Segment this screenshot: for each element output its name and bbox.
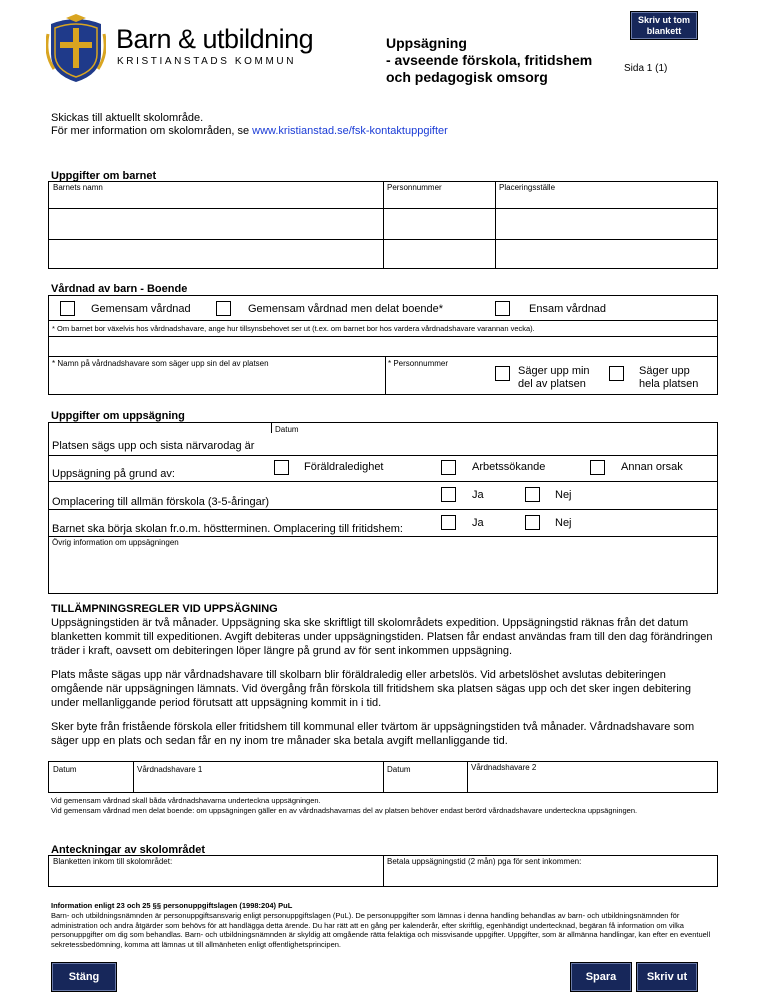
cancel-part-line2: del av platsen xyxy=(518,378,586,390)
notes-table xyxy=(48,855,718,887)
page-number: Sida 1 (1) xyxy=(624,63,668,74)
guardian-pnr-label: * Personnummer xyxy=(388,359,449,368)
termination-date-field[interactable] xyxy=(273,432,715,454)
guardian-name-label: * Namn på vårdnadshavare som säger upp sin del av platsen xyxy=(52,359,269,368)
notes-pay-label: Betala uppsägningstid (2 mån) pga för sent inkommen: xyxy=(387,857,582,866)
rules-text xyxy=(51,616,719,758)
org-subtitle: KRISTIANSTADS KOMMUN xyxy=(117,56,297,67)
rules-paragraph-2: Plats måste sägas upp när vårdnadshavare till skolbarn blir föräldraledig eller arbetslös. Vid arbetslöshet avslutas debiteringen omgående när uppsägningen lämnats. Vid övergång från förskola till fritidshem ska platsen sägas upp och det sker ingen debitering under mellanliggande period förutsatt att uppsägning kommit in i tid. xyxy=(51,669,692,709)
last-day-label: Platsen sägs upp och sista närvarodag är xyxy=(52,440,255,452)
reassign-preschool-yes-label: Ja xyxy=(472,489,484,501)
termination-table xyxy=(48,422,718,594)
print-blank-line1: Skriv ut tom xyxy=(637,15,690,25)
reassign-afterschool-no-checkbox[interactable] xyxy=(525,515,540,530)
notes-received-field[interactable] xyxy=(50,867,382,886)
reason-jobseeker-label: Arbetssökande xyxy=(472,461,546,473)
cancel-whole-line2: hela platsen xyxy=(639,378,699,390)
reassign-preschool-yes-checkbox[interactable] xyxy=(441,487,456,502)
signature-date1-field[interactable] xyxy=(50,775,132,792)
signature-guardian1-label: Vårdnadshavare 1 xyxy=(137,765,203,774)
reassign-preschool-no-label: Nej xyxy=(555,489,572,501)
custody-shared-label: Gemensam vårdnad men delat boende* xyxy=(248,303,444,315)
child-place-field[interactable] xyxy=(496,209,716,238)
child-name-label: Barnets namn xyxy=(53,183,103,192)
intro-line2 xyxy=(51,125,448,137)
child-pnr-field-2[interactable] xyxy=(384,240,494,267)
cancel-part-label xyxy=(518,365,590,391)
reason-parental-label: Föräldraledighet xyxy=(304,461,384,473)
rules-heading: TILLÄMPNINGSREGLER VID UPPSÄGNING xyxy=(51,603,278,615)
custody-joint-label: Gemensam vårdnad xyxy=(91,303,191,315)
save-button[interactable]: Spara xyxy=(570,962,632,992)
print-blank-button[interactable] xyxy=(630,11,698,40)
reason-other-checkbox[interactable] xyxy=(590,460,605,475)
reassign-afterschool-yes-label: Ja xyxy=(472,517,484,529)
print-button[interactable]: Skriv ut xyxy=(636,962,698,992)
other-info-field[interactable] xyxy=(50,549,716,593)
signature-date2-label: Datum xyxy=(387,765,411,774)
reassign-preschool-no-checkbox[interactable] xyxy=(525,487,540,502)
signature-guardian1-field[interactable] xyxy=(134,775,382,792)
custody-sole-label: Ensam vårdnad xyxy=(529,303,607,315)
reassign-preschool-label: Omplacering till allmän förskola (3-5-åringar) xyxy=(52,496,270,508)
gdpr-heading: Information enligt 23 och 25 §§ personuppgiftslagen (1998:204) PuL xyxy=(51,901,293,910)
child-name-field[interactable] xyxy=(50,209,382,238)
form-title-line2: - avseende förskola, fritidshem xyxy=(386,52,593,68)
cancel-whole-checkbox[interactable] xyxy=(609,366,624,381)
print-blank-line2: blankett xyxy=(646,26,682,36)
intro-line1: Skickas till aktuellt skolområde. xyxy=(51,112,204,124)
signature-date1-label: Datum xyxy=(53,765,77,774)
contact-link[interactable]: www.kristianstad.se/fsk-kontaktuppgifter xyxy=(252,125,448,137)
gdpr-text: Barn- och utbildningsnämnden är personuppgiftsansvarig enligt personuppgiftslagen (PuL). De personuppgifter som lämnas i denna handling behandlas av barn- och utbildningsnämnden för administration och andra åtgärder som behövs för att handlägga detta ärende. Du har rätt att en gång per kalenderår, efter skriftlig, egenhändigt undertecknad, begäran få information om vilka personuppgifter om dig som behandlas. Barn- och utbildningsnämnden är skyldig att omgående rätta felaktiga och missvisande uppgifter. Uppgifter, som är allmänna handlingar, kan efter en eventuell sekretessbedömning, komma att lämnas ut till allmänheten enligt offentlighetsprincipen. xyxy=(51,911,711,949)
notes-received-label: Blanketten inkom till skolområdet: xyxy=(53,857,173,866)
custody-table xyxy=(48,295,718,395)
reason-other-label: Annan orsak xyxy=(621,461,683,473)
child-pnr-field[interactable] xyxy=(384,209,494,238)
org-name: Barn & utbildning xyxy=(116,24,314,54)
child-section-heading: Uppgifter om barnet xyxy=(51,170,157,182)
signature-date2-field[interactable] xyxy=(384,775,466,792)
notes-pay-field[interactable] xyxy=(384,867,716,886)
custody-joint-checkbox[interactable] xyxy=(60,301,75,316)
form-title xyxy=(386,35,592,86)
cancel-part-checkbox[interactable] xyxy=(495,366,510,381)
other-info-label: Övrig information om uppsägningen xyxy=(52,538,179,547)
signature-table xyxy=(48,761,718,793)
rules-paragraph-3: Sker byte från fristående förskola eller fritidshem till kommunal eller tvärtom är uppsägningstiden två månader. Vårdnadshavare som säger upp en plats och sedan får en ny inom tre månader ska betala avgift mellanliggande tid. xyxy=(51,721,695,747)
child-table xyxy=(48,181,718,269)
cancel-part-line1: Säger upp min xyxy=(518,365,590,377)
custody-note: * Om barnet bor växelvis hos vårdnadshavare, ange hur tillsynsbehovet ser ut (t.ex. om barnet bor hos vardera vårdnadshavare varannan vecka). xyxy=(52,324,535,333)
reassign-afterschool-label: Barnet ska börja skolan fr.o.m. höstterminen. Omplacering till fritidshem: xyxy=(52,523,403,535)
child-name-field-2[interactable] xyxy=(50,240,382,267)
child-place-field-2[interactable] xyxy=(496,240,716,267)
signature-guardian2-label: Vårdnadshavare 2 xyxy=(471,763,537,772)
signature-note-2: Vid gemensam vårdnad men delat boende: om uppsägningen gäller en av vårdnadshavarnas del av platsen behöver endast berörd vårdnadshavare underteckna uppsägningen. xyxy=(51,805,638,815)
logo-crest xyxy=(46,14,106,84)
custody-section-heading: Vårdnad av barn - Boende xyxy=(51,283,188,295)
intro-prefix: För mer information om skolområden, se xyxy=(51,125,253,137)
notes-heading: Anteckningar av skolområdet xyxy=(51,844,206,856)
custody-shared-checkbox[interactable] xyxy=(216,301,231,316)
reassign-afterschool-no-label: Nej xyxy=(555,517,572,529)
signature-note-1: Vid gemensam vårdnad skall båda vårdnadshavarna underteckna uppsägningen. xyxy=(51,796,321,805)
reason-label: Uppsägning på grund av: xyxy=(52,468,175,480)
cancel-whole-label xyxy=(639,365,698,391)
signature-guardian2-field[interactable] xyxy=(468,775,716,792)
child-place-label: Placeringsställe xyxy=(499,183,556,192)
child-pnr-label: Personnummer xyxy=(387,183,442,192)
signature-notes xyxy=(51,796,717,815)
reason-parental-checkbox[interactable] xyxy=(274,460,289,475)
reason-jobseeker-checkbox[interactable] xyxy=(441,460,456,475)
rules-paragraph-1: Uppsägningstiden är två månader. Uppsägning ska ske skriftligt till skolområdets expedition. Uppsägningstid räknas från det datum blanketten kommit till expeditionen. Avgift debiteras under uppsägningstiden. Platsen får endast användas fram till den dag förändringen träder i kraft, oavsett om debiteringen löper längre på grund av för sent inkommen uppsägning. xyxy=(51,617,713,657)
termination-date-label: Datum xyxy=(275,425,299,434)
cancel-whole-line1: Säger upp xyxy=(639,365,690,377)
guardian-pnr-field[interactable] xyxy=(386,370,486,393)
custody-sole-checkbox[interactable] xyxy=(495,301,510,316)
form-title-line3: och pedagogisk omsorg xyxy=(386,69,548,85)
termination-section-heading: Uppgifter om uppsägning xyxy=(51,410,185,422)
guardian-name-field[interactable] xyxy=(50,370,383,393)
form-title-line1: Uppsägning xyxy=(386,35,467,51)
close-button[interactable]: Stäng xyxy=(51,962,117,992)
reassign-afterschool-yes-checkbox[interactable] xyxy=(441,515,456,530)
